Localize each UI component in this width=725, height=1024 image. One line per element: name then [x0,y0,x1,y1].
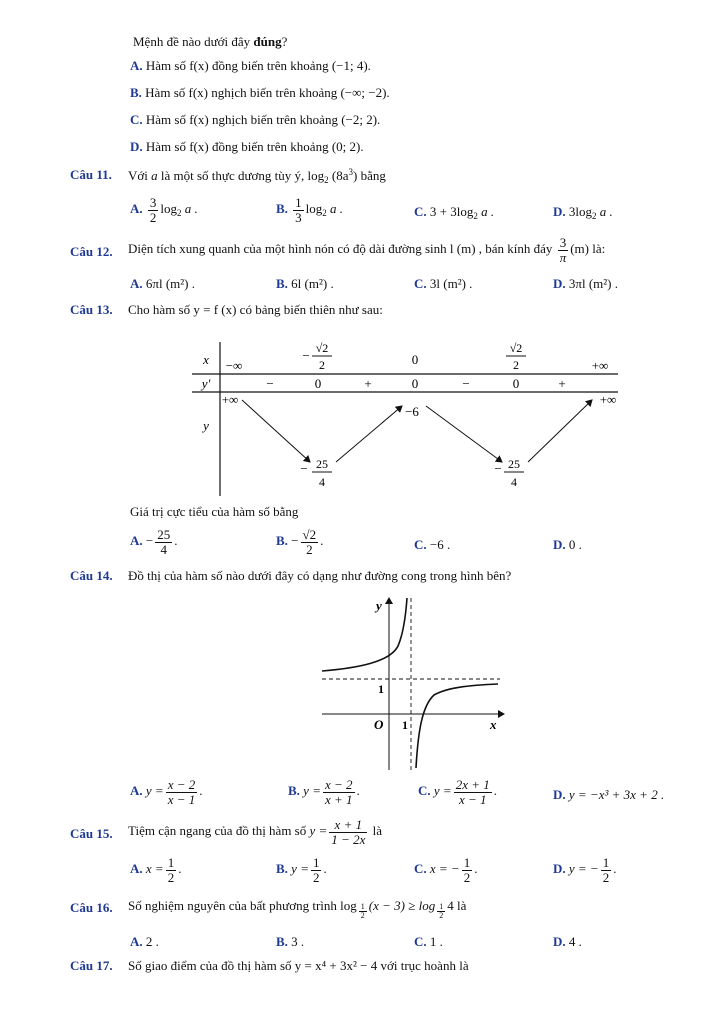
prev-option-c[interactable]: C. Hàm số f(x) nghịch biến trên khoảng (−2; 2). [130,112,381,127]
graph-origin-label: O [374,717,384,732]
curve-left-branch [322,598,407,671]
y-min-left-minus: − [300,461,308,476]
sign-4: 0 [411,376,419,391]
sign-7: + [558,376,566,391]
q15-option-b[interactable]: B. y = $\frac{1}{2}$ . [276,855,327,885]
q12-option-b[interactable]: B. 6l (m²) . [276,276,334,291]
curve-right-branch [416,684,498,768]
row-label-dy: y′ [201,376,211,391]
question-label-12: Câu 12. [70,244,113,259]
x-sqrt2-right: √2 [509,341,523,355]
q15-option-a[interactable]: A. x = $\frac{1}{2}$ . [130,855,182,885]
row-label-x: x [203,352,209,367]
y-min-right-minus: − [494,461,502,476]
sign-6: 0 [512,376,520,391]
prev-option-d[interactable]: D. Hàm số f(x) đồng biến trên khoảng (0; 2). [130,139,364,154]
question-label-11: Câu 11. [70,167,112,182]
q13-option-d[interactable]: D. 0 . [553,537,582,552]
q14-option-c[interactable]: C. y = $\frac{2x + 1}{x - 1}$ . [418,777,497,807]
question-13-stem: Cho hàm số y = f (x) có bảng biến thiên như sau: [128,302,383,317]
arrow-up-1 [336,406,402,462]
y-plus-inf-right: +∞ [599,392,617,407]
arrow-up-2 [528,400,592,462]
arrow-down-2 [426,406,502,462]
sign-3: + [364,376,372,391]
question-label-17: Câu 17. [70,958,113,973]
x-neg-inf: −∞ [225,358,243,373]
y-min-right-num: 25 [508,457,520,471]
q16-option-c[interactable]: C. 1 . [414,934,443,949]
prev-option-b[interactable]: B. Hàm số f(x) nghịch biến trên khoảng (−∞; −2). [130,85,390,100]
variation-table [186,330,626,500]
question-label-16: Câu 16. [70,900,113,915]
q11-option-b[interactable]: B. $\frac{1}{3}$ $\log_2 a$ . [276,195,344,225]
prev-question-stem: Mệnh đề nào dưới đây đúng? [133,34,288,49]
y-min-left-num: 25 [316,457,328,471]
question-14-stem: Đồ thị của hàm số nào dưới đây có dạng như đường cong trong hình bên? [128,568,512,583]
q11-option-a[interactable]: A. $\frac{3}{2}$ $\log_2 a$ . [130,195,198,225]
q13-option-c[interactable]: C. −6 . [414,537,451,552]
question-label-14: Câu 14. [70,568,113,583]
question-16-stem: Số nghiệm nguyên của bất phương trình log $\frac{1}{2}$ (x − 3) ≥ log $\frac{1}{2}$ 4 là [128,898,467,920]
y-plus-inf-left: +∞ [221,392,239,407]
y-min-left-den: 4 [319,475,325,489]
q16-option-a[interactable]: A. 2 . [130,934,159,949]
q14-option-d[interactable]: D. y = −x³ + 3x + 2 . [553,787,665,802]
prev-option-a[interactable]: A. Hàm số f(x) đồng biến trên khoảng (−1; 4). [130,58,371,73]
y-minus-six: −6 [405,404,419,419]
question-label-15: Câu 15. [70,826,113,841]
y-min-right-den: 4 [511,475,517,489]
x-minus-sign: − [302,348,310,363]
x-two-right: 2 [513,358,519,372]
sign-5: − [462,376,470,391]
arrow-down-1 [242,400,310,462]
hyperbola-graph [318,592,508,774]
graph-one-x: 1 [402,718,408,732]
sign-2: 0 [314,376,322,391]
q16-option-d[interactable]: D. 4 . [553,934,582,949]
q12-option-a[interactable]: A. 6πl (m²) . [130,276,195,291]
question-15-stem: Tiệm cận ngang của đồ thị hàm số y = $\frac{x + 1}{1 - 2x}$ là [128,817,382,847]
x-sqrt2-left: √2 [315,341,329,355]
q13-option-b[interactable]: B. − $\frac{√2}{2}$ . [276,527,324,557]
question-17-stem: Số giao điểm của đồ thị hàm số y = x⁴ + 3x² − 4 với trục hoành là [128,958,469,973]
q16-option-b[interactable]: B. 3 . [276,934,305,949]
q15-option-c[interactable]: C. x = − $\frac{1}{2}$ . [414,855,478,885]
q11-option-d[interactable]: D. $3\log_2$ a . [553,204,613,221]
row-label-y: y [203,418,209,433]
q12-option-d[interactable]: D. 3πl (m²) . [553,276,618,291]
graph-y-label: y [376,598,382,613]
q12-option-c[interactable]: C. 3l (m²) . [414,276,473,291]
graph-x-label: x [490,717,497,732]
question-label-13: Câu 13. [70,302,113,317]
q13-option-a[interactable]: A. − $\frac{25}{4}$ . [130,527,178,557]
x-zero: 0 [411,352,419,367]
q11-option-c[interactable]: C. $3 + 3\log_2$ a . [414,204,495,221]
q15-option-d[interactable]: D. y = − $\frac{1}{2}$ . [553,855,617,885]
q14-option-b[interactable]: B. y = $\frac{x - 2}{x + 1}$ . [288,777,360,807]
graph-one-y: 1 [378,682,384,696]
x-two-left: 2 [319,358,325,372]
question-13-subquestion: Giá trị cực tiểu của hàm số bằng [130,504,299,519]
question-11-stem: Với a là một số thực dương tùy ý, $\log_2 (8a^3)$ bằng [128,167,386,185]
question-12-stem: Diện tích xung quanh của một hình nón có độ dài đường sinh l (m) , bán kính đáy $\frac{3}{\pi}$ (m) là: [128,235,606,265]
q14-option-a[interactable]: A. y = $\frac{x - 2}{x - 1}$ . [130,777,203,807]
x-pos-inf: +∞ [591,358,609,373]
sign-1: − [266,376,274,391]
